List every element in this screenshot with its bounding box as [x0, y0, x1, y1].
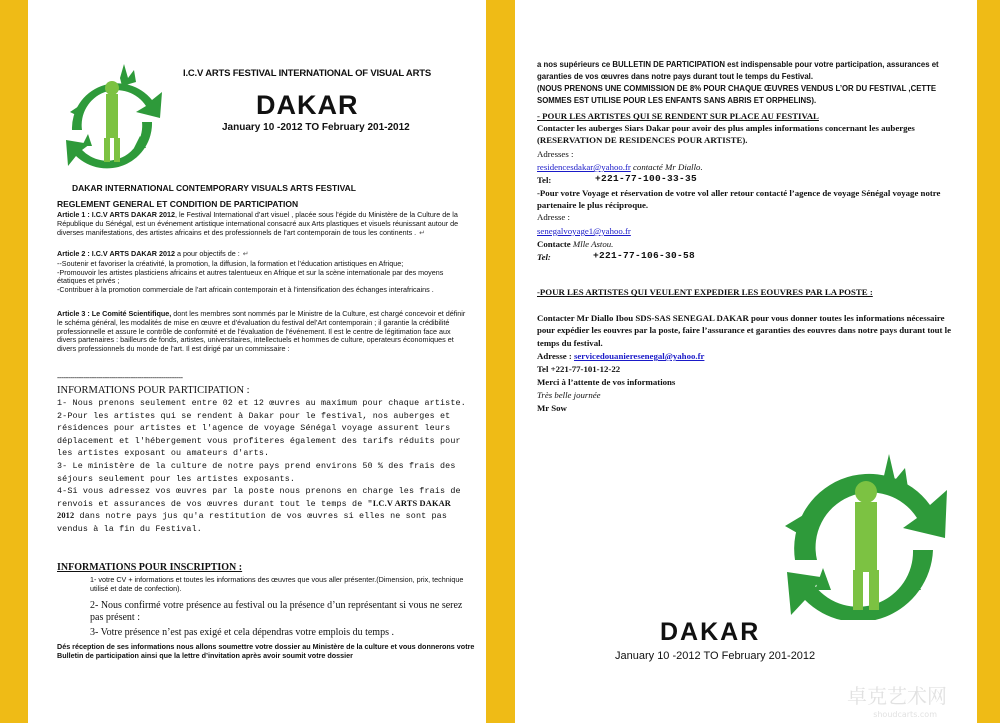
contact-2	[537, 238, 613, 250]
article-1: Article 1 : I.C.V ARTS DAKAR 2012, le Festival International d’art visuel , placée sous l’égide du Ministère de la Culture de la République du Sénégal, est un événement artistique international consacré aux Arts plastiques et visuels réunissant autour de diverses manifestations, des artistes africains et des professionnels de l’art contemporain de tous les continents . ↵	[57, 210, 459, 237]
contact-1-name: contacté Mr Diallo.	[630, 162, 703, 172]
inscription-item-1: 1- votre CV + informations et toutes les informations des œuvres que vous aller présenter.(Dimension, prix, technique utilisé et date de confection).	[90, 575, 464, 593]
inscription-item-2: 2- Nous confirmé votre présence au festival ou la présence d’un représentant si vous ne serez pas présent :	[90, 600, 463, 623]
greeting-text: Très belle journée	[537, 390, 601, 400]
post-text: Contacter Mr Diallo Ibou SDS-SAS SENEGAL DAKAR pour vous donner toutes les informations nécessaire pour expédier les eouvres par la poste, faire l’assurance et garanties des eouvres dans notre pays durant tout le temps du festival.	[537, 313, 952, 348]
thanks-text: Merci à l’attente de vos informations	[537, 377, 676, 387]
participation-item: 1- Nous prenons seulement entre 02 et 12 œuvres au maximum pour chaque artiste.	[57, 398, 466, 408]
email-voyage-link[interactable]: senegalvoyage1@yahoo.fr	[537, 226, 631, 236]
contact-2-label: Contacte	[537, 239, 573, 249]
festival-heading: I.C.V ARTS FESTIVAL INTERNATIONAL OF VISUAL ARTS	[183, 68, 431, 79]
phone-3: Tel +221-77-101-12-22	[537, 364, 621, 374]
post-title: -POUR LES ARTISTES QUI VEULENT EXPEDIER LES EOUVRES PAR LA POSTE :	[537, 287, 873, 297]
article-2-item: -Contribuer à la promotion commerciale de l’art africain contemporain et à l’intensification des échanges interafricains .	[57, 285, 434, 295]
place-text: Contacter les auberges Siars Dakar pour avoir des plus amples informations concernant les auberges (RESERVATION DE RESIDENCES POUR ARTISTE).	[537, 123, 915, 146]
article-3-committee: Le Comité Scientifique,	[91, 309, 172, 318]
city-title-right: DAKAR	[660, 618, 761, 646]
address-3	[537, 350, 704, 362]
tel-label-1: Tel:	[537, 175, 552, 185]
divider-dashes: ----------------------------------------------------------	[57, 373, 183, 382]
site-watermark-url: shoudcarts.com	[873, 710, 937, 719]
article-1-label: Article 1 : I.C.V ARTS DAKAR 2012	[57, 210, 175, 219]
voyage-text: -Pour votre Voyage et réservation de votre vol aller retour contacté l’agence de voyage Sénégal voyage notre partenaire le plus réciproque.	[537, 188, 941, 211]
intro-text: a nos supérieurs ce BULLETIN DE PARTICIPATION est indispensable pour votre participation, assurances et garanties de vos œuvres dans notre pays durant tout le temps du Festival.	[537, 60, 939, 81]
closing-paragraph: Dés réception de ses informations nous allons soumettre votre dossier au Ministère de la culture et vous donnerons votre Bulletin de participation ainsi que la lettre d’invitation après avoir soumit votre dossier	[57, 642, 475, 660]
festival-logo-right	[765, 450, 965, 620]
inscription-item-3: 3- Votre présence n’est pas exigé et cela dépendras votre emplois du temps .	[90, 627, 394, 638]
article-2-text: a pour objectifs de :	[174, 249, 240, 258]
address-label-3: Adresse :	[537, 351, 572, 361]
commission-text: (NOUS PRENONS UNE COMMISSION DE 8% POUR CHAQUE ŒUVRES VENDUS L’OR DU FESTIVAL ,CETTE SOMMES EST UTILISE POUR LES ENFANTS SANS ABRIS ET ORPHELINS).	[537, 84, 937, 105]
article-2: Article 2 : I.C.V ARTS DAKAR 2012 a pour objectifs de : ↵ --Soutenir et favoriser la créativité, la promotion, la diffusion, la formation et l’éducation artistiques en Afrique; -Promouvoir les artistes plasticiens africains et autres talentueux en Afrique et sur la scène internationale par des moyens étatiques et privés ; -Contribuer à la promotion commerciale de l’art africain contemporain et à l’intensification des échanges interafricains .	[57, 250, 467, 295]
festival-dates-right: January 10 -2012 TO February 201-2012	[615, 650, 816, 662]
tel-label-2: Tel:	[537, 252, 551, 262]
festival-name-inline: I.C.V ARTS DAKAR 2012	[57, 498, 452, 521]
article-2-label: Article 2 : I.C.V ARTS DAKAR 2012	[57, 249, 175, 258]
right-page	[515, 0, 977, 723]
participation-item-rest: dans notre pays jus qu'a restitution de vos œuvres si elles ne sont pas vendus à la fin du Festival.	[57, 511, 448, 534]
article-1-text: , le Festival International d’art visuel , placée sous l’égide du Ministère de la Culture de la République du Sénégal, est un événement artistique international consacré aux Arts plastiques et visuels réunissant autour de diverses manifestations, des artistes africains et des professionnels de l’art contemporain de tous les continents .	[57, 210, 459, 237]
participation-item: 2-Pour les artistes qui se rendent à Dakar pour le festival, nos auberges et résidences pour artistes et l'agence de voyage Sénégal voyage assurent leurs déplacement et l'hébergement vous profiteres également des tarifs réduits pour les artistes exposant ou amateurs d'arts.	[57, 410, 461, 459]
participation-item: 4-Si vous adressez vos œuvres par la poste nous prenons en charge les frais de renvois et assurances de vos œuvres durant tout le temps de "I.C.V ARTS DAKAR 2012 dans notre pays jus qu'a restitution de vos œuvres si elles ne sont pas vendus à la fin du Festival.	[57, 486, 461, 534]
participation-list	[57, 397, 467, 536]
festival-subtitle: DAKAR INTERNATIONAL CONTEMPORARY VISUALS ARTS FESTIVAL	[72, 183, 356, 193]
site-watermark: 卓克艺术网	[847, 684, 947, 708]
address-label-1: Adresses :	[537, 149, 574, 159]
city-title: DAKAR	[256, 90, 359, 120]
participation-title: INFORMATIONS POUR PARTICIPATION :	[57, 385, 250, 396]
email-douane-link[interactable]: servicedouanieresenegal@yahoo.fr	[573, 351, 705, 361]
phone-2: +221-77-106-30-58	[593, 250, 696, 261]
address-label-2: Adresse :	[537, 212, 570, 222]
email-residences-link[interactable]: residencesdakar@yahoo.fr	[537, 162, 631, 172]
inscription-title: INFORMATIONS POUR INSCRIPTION :	[57, 562, 243, 573]
festival-logo-left	[52, 60, 172, 180]
participation-item: 3- Le ministère de la culture de notre pays prend environs 50 % des frais des séjours seulement pour les artistes exposants.	[57, 460, 456, 484]
contact-2-name: Mlle Astou.	[572, 239, 614, 249]
left-page	[28, 0, 486, 723]
article-3	[57, 310, 467, 354]
article-2-item: --Soutenir et favoriser la créativité, la promotion, la diffusion, la formation et l’éducation artistiques en Afrique;	[57, 258, 404, 268]
intro-paragraph	[537, 59, 957, 107]
article-2-item: -Promouvoir les artistes plasticiens africains et autres talentueux en Afrique et sur la scène internationale par des moyens étatiques et privés ;	[57, 267, 444, 286]
festival-dates: January 10 -2012 TO February 201-2012	[222, 122, 410, 133]
signature: Mr Sow	[537, 403, 567, 413]
contact-1	[537, 161, 703, 173]
article-3-text: dont les membres sont nommés par le Ministre de la Culture, est chargé concevoir et définir le schéma général, les modalités de mise en œuvre et d’évaluation du festival del’Art contemporain ; il garantie la crédibilité professionnelle et assure le contrôle de conformité et de l’évaluation de l’événement. Il est le centre de légitimation face aux divers partenaires : bailleurs de fonds, artistes, universitaires, intellectuels et hommes de culture, operateurs économiques et divers professionnels du monde de l’art. Il est dirigé par un commissaire :	[57, 309, 466, 354]
place-title: - POUR LES ARTISTES QUI SE RENDENT SUR PLACE AU FESTIVAL	[537, 111, 819, 121]
phone-1: +221-77-100-33-35	[595, 173, 698, 184]
rules-title: REGLEMENT GENERAL ET CONDITION DE PARTICIPATION	[57, 199, 299, 209]
article-3-label: Article 3 :	[57, 309, 90, 318]
